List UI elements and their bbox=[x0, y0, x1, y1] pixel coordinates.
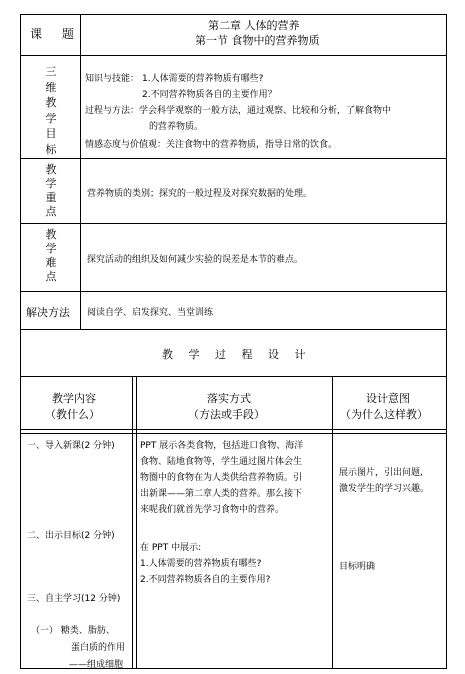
border-right bbox=[446, 14, 447, 669]
process-line-1: 过程与方法：学会科学观察的一般方法，通过观察、比较和分析，了解食物中 bbox=[85, 106, 392, 116]
chapter-title: 第二章 人体的营养 bbox=[208, 19, 300, 32]
method-question-2: 2.不同营养物质各自的主要作用? bbox=[140, 575, 271, 585]
rule-after-column-headers bbox=[20, 429, 447, 434]
content-item-objectives: 二、出示目标(2 分钟) bbox=[27, 531, 115, 541]
rule-after-method bbox=[20, 329, 447, 330]
objectives-label: 三维教学目标 bbox=[45, 65, 57, 156]
process-line-2: 的营养物质。 bbox=[149, 122, 204, 132]
column-method-header: 落实方式 bbox=[207, 392, 251, 405]
method-paragraph-line: 食物、陆地食物等，学生通过图片体会生 bbox=[140, 457, 303, 467]
rule-after-process-title bbox=[20, 376, 447, 377]
column-intent-subheader: （为什么这样教） bbox=[340, 408, 428, 421]
content-subitem-line-3: ——组成细胞 bbox=[69, 660, 124, 670]
column-content-header: 教学内容 bbox=[52, 392, 96, 405]
content-subitem-line-2: 蛋白质的作用 bbox=[71, 643, 126, 653]
method-text: 阅读自学、启发探究、当堂训练 bbox=[87, 308, 214, 318]
intent-column-rule bbox=[332, 376, 333, 669]
column-method-subheader: （方法或手段） bbox=[188, 408, 265, 421]
rule-after-difficulties bbox=[20, 291, 447, 292]
difficulties-label: 教学难点 bbox=[45, 228, 57, 283]
content-item-self-study: 三、自主学习(12 分钟) bbox=[27, 594, 121, 604]
section-title: 第一节 食物中的营养物质 bbox=[195, 34, 320, 47]
emotion-objective: 情感态度与价值观：关注食物中的营养物质，指导日常的饮食。 bbox=[85, 140, 338, 150]
key-points-label: 教学重点 bbox=[45, 163, 57, 218]
method-question-1: 1.人体需要的营养物质有哪些? bbox=[140, 559, 262, 569]
rule-after-objectives bbox=[20, 158, 447, 159]
rule-after-keypoints bbox=[20, 223, 447, 224]
knowledge-prefix: 知识与技能： bbox=[85, 74, 140, 84]
process-title: 教 学 过 程 设 计 bbox=[162, 348, 312, 361]
knowledge-item-2: 2.不同营养物质各自的主要作用？ bbox=[142, 90, 277, 100]
border-left bbox=[20, 14, 21, 669]
border-top bbox=[20, 14, 447, 15]
intent-objectives: 目标明确 bbox=[339, 562, 376, 572]
intent-intro-line-2: 激发学生的学习兴趣。 bbox=[339, 484, 430, 494]
column-intent-header: 设计意图 bbox=[366, 392, 410, 405]
method-label: 解决方法 bbox=[26, 306, 70, 319]
key-points-text: 营养物质的类别；探究的一般过程及对探究数据的处理。 bbox=[87, 189, 313, 199]
difficulties-text: 探究活动的组织及如何减少实验的误差是本节的难点。 bbox=[87, 255, 304, 265]
method-paragraph-line: PPT 展示各类食物，包括进口食物、海洋 bbox=[140, 441, 304, 451]
content-item-intro: 一、导入新课(2 分钟) bbox=[27, 441, 115, 451]
content-subitem-line-1: （一） 糖类、脂肪、 bbox=[31, 626, 115, 636]
method-paragraph-line: 来呢我们就首先学习食物中的营养。 bbox=[140, 505, 285, 515]
rule-after-topic bbox=[20, 55, 447, 56]
content-column-rule bbox=[132, 376, 137, 669]
intent-intro-line-1: 展示图片，引出问题, bbox=[339, 468, 423, 478]
method-ppt-show: 在 PPT 中展示: bbox=[140, 543, 202, 553]
knowledge-item-1: 1.人体需要的营养物质有哪些? bbox=[142, 74, 264, 84]
method-paragraph-line: 出新课——第二章人类的营养。那么接下 bbox=[140, 489, 303, 499]
method-paragraph-line: 物圈中的食物在为人类供给营养物质。引 bbox=[140, 473, 303, 483]
topic-label: 课 题 bbox=[30, 27, 82, 41]
column-content-subheader: （教什么） bbox=[45, 408, 100, 421]
label-column-rule bbox=[80, 14, 81, 330]
